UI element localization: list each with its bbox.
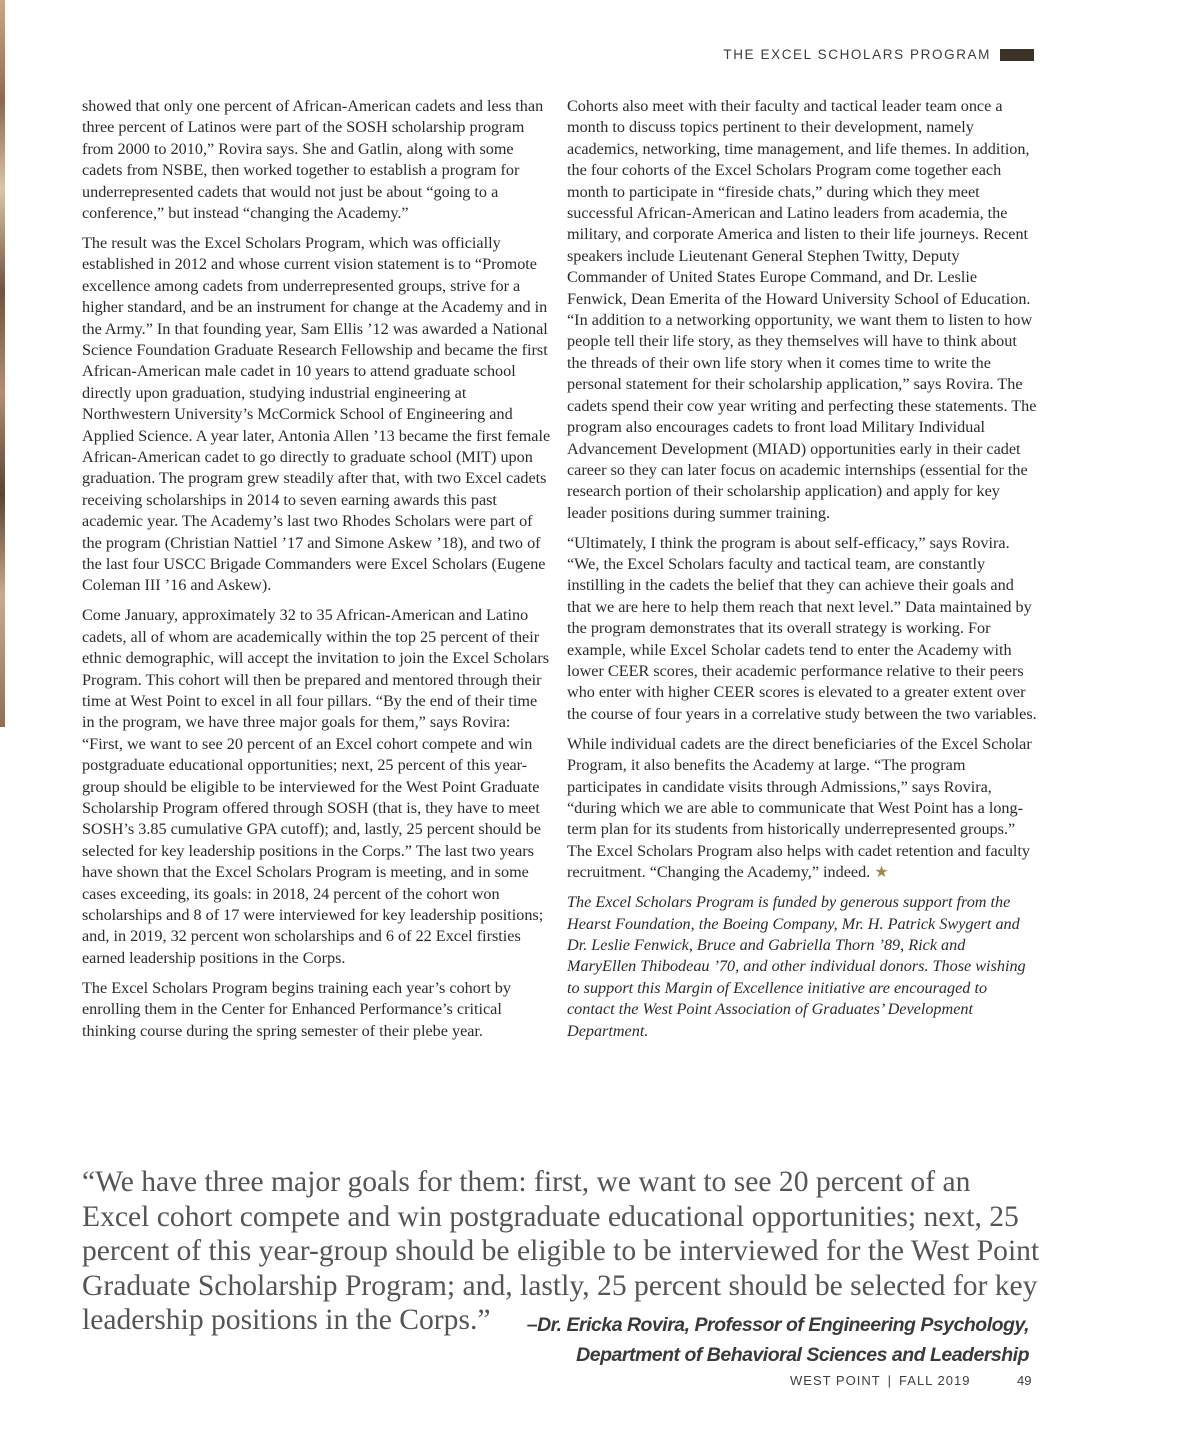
attribution-department: Department of Behavioral Sciences and Leadership <box>576 1344 1029 1366</box>
closing-text: While individual cadets are the direct beneficiaries of the Excel Scholar Program, it also benefits the Academy at large. “The program participates in candidate visits through Admissions,” says Rovira, “during which we are able to communicate that West Point has a long-term plan for its students from historically underrepresented groups.” The Excel Scholars Program also helps with cadet retention and faculty recruitment. “Changing the Academy,” indeed. <box>567 734 1032 882</box>
publication-name: WEST POINT <box>790 1373 881 1388</box>
page-number: 49 <box>1017 1373 1032 1388</box>
issue-date: FALL 2019 <box>899 1373 971 1388</box>
section-title: THE EXCEL SCHOLARS PROGRAM <box>723 47 991 62</box>
header-bar-mark <box>1000 49 1034 61</box>
pull-quote: “We have three major goals for them: first, we want to see 20 percent of an Excel cohort compete and win postgraduate educational opportunities; next, 25 percent of this year-group should be eligible to be interviewed for the West Point Graduate Scholarship Program; and, lastly, 25 percent should be selected for key leadership positions in the Corps.” <box>82 1166 1040 1336</box>
funding-credit: The Excel Scholars Program is funded by generous support from the Hearst Foundation, the Boeing Company, Mr. H. Patrick Swygert and Dr. Leslie Fenwick, Bruce and Gabriella Thorn ’89, Rick and MaryEllen Thibodeau ’70, and other individual donors. Those wishing to support this Margin of Excellence initiative are encouraged to contact the West Point Association of Graduates’ Development Department. <box>567 893 1026 1040</box>
body-paragraph: “Ultimately, I think the program is about self-efficacy,” says Rovira. “We, the Excel Scholars faculty and tactical team, are constantly instilling in the cadets the belief that they can achieve their goals and that we are here to help them reach that next level.” Data maintained by the program demonstrates that its overall strategy is working. For example, while Excel Scholar cadets tend to enter the Academy with lower CEER scores, their academic performance relative to their peers who enter with higher CEER scores is elevated to a greater extent over the course of four years in a correlative study between the two variables. <box>567 533 1037 723</box>
article-column-left <box>82 96 552 1050</box>
closing-paragraph <box>567 734 1037 884</box>
running-header <box>723 47 1034 62</box>
body-paragraph: The result was the Excel Scholars Program, which was officially established in 2012 and whose current vision statement is to “Promote excellence among cadets from underrepresented groups, strive for a higher standard, and be an instrument for change at the Academy and in the Army.” In that founding year, Sam Ellis ’12 was awarded a National Science Foundation Graduate Research Fellowship and became the first African-American male cadet in 10 years to attend graduate school directly upon graduation, studying industrial engineering at Northwestern University’s McCormick School of Engineering and Applied Science. A year later, Antonia Allen ’13 became the first female African-American cadet to go directly to graduate school (MIT) upon graduation. The program grew steadily after that, with two Excel cadets receiving scholarships in 2014 to seven earning awards this past academic year. The Academy’s last two Rhodes Scholars were part of the program (Christian Nattiel ’17 and Simone Askew ’18), and two of the last four USCC Brigade Commanders were Excel Scholars (Eugene Coleman III ’16 and Askew). <box>82 233 551 595</box>
star-end-mark-icon: ★ <box>874 863 889 882</box>
body-paragraph: Cohorts also meet with their faculty and tactical leader team once a month to discuss topics pertinent to their development, namely academics, networking, time management, and life themes. In addition, the four cohorts of the Excel Scholars Program come together each month to participate in “fireside chats,” during which they meet successful African-American and Latino leaders from academia, the military, and corporate America and listen to their life journeys. Recent speakers include Lieutenant General Stephen Twitty, Deputy Commander of United States Europe Command, and Dr. Leslie Fenwick, Dean Emerita of the Howard University School of Education. “In addition to a networking opportunity, we want them to listen to how people tell their life story, as they themselves will have to think about the threads of their own life story when it comes time to write the personal statement for their scholarship application,” says Rovira. The cadets spend their cow year writing and perfecting these statements. The program also encourages cadets to front load Military Individual Advancement Development (MIAD) opportunities early in their cadet career so they can later focus on academic internships (essential for the research portion of their scholarship application) and apply for key leader positions during summer training. <box>567 97 1037 522</box>
folio-separator: | <box>887 1373 893 1388</box>
body-paragraph: Come January, approximately 32 to 35 African-American and Latino cadets, all of whom are academically within the top 25 percent of their ethnic demographic, will accept the invitation to join the Excel Scholars Program. This cohort will then be prepared and mentored through their time at West Point to excel in all four pillars. “By the end of their time in the program, we have three major goals for them,” says Rovira: “First, we want to see 20 percent of an Excel cohort compete and win postgraduate educational opportunities; next, 25 percent of this year-group should be eligible to be interviewed for the West Point Graduate Scholarship Program offered through SOSH (that is, they have to meet SOSH’s 3.85 cumulative GPA cutoff); and, lastly, 25 percent should be selected for key leadership positions in the Corps.” The last two years have shown that the Excel Scholars Program is meeting, and in some cases exceeding, its goals: in 2018, 24 percent of the cohort won scholarships and 8 of 17 were interviewed for key leadership positions; and, in 2019, 32 percent won scholarships and 6 of 22 Excel firsties earned leadership positions in the Corps. <box>82 606 550 967</box>
body-paragraph: The Excel Scholars Program begins training each year’s cohort by enrolling them in the Center for Enhanced Performance’s critical thinking course during the spring semester of their plebe year. <box>82 978 511 1040</box>
article-column-right <box>567 96 1037 1050</box>
pull-quote-attribution <box>527 1310 1029 1370</box>
attribution-name-title: –Dr. Ericka Rovira, Professor of Engineering Psychology, <box>526 1314 1029 1336</box>
adjacent-page-photo-edge <box>0 0 5 727</box>
folio <box>790 1373 970 1388</box>
body-paragraph: showed that only one percent of African-American cadets and less than three percent of Latinos were part of the SOSH scholarship program from 2000 to 2010,” Rovira says. She and Gatlin, along with some cadets from NSBE, then worked together to establish a program for underrepresented cadets that would not just be about “going to a conference,” but instead “changing the Academy.” <box>82 97 544 223</box>
